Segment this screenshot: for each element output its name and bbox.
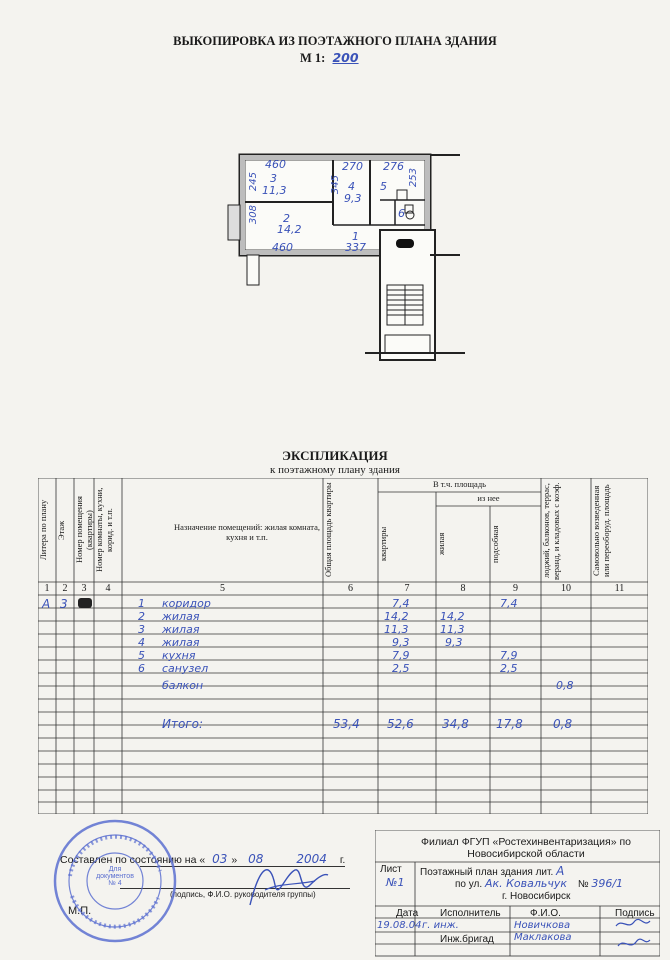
room-2-area: 14,2	[277, 223, 302, 236]
row-1-pods: 7,4	[500, 597, 518, 610]
city: г. Новосибирск	[502, 891, 571, 902]
row-1-name: коридор	[162, 597, 211, 610]
executor-name: Новичкова	[514, 920, 571, 931]
header-litera: Литера по плану	[38, 499, 48, 561]
room-3-depth: 245	[248, 172, 259, 192]
row-6-name: санузел	[162, 662, 209, 675]
explication-subtitle: к поэтажному плану здания	[269, 464, 400, 476]
row-2-name: жилая	[162, 610, 200, 623]
header-balconies: лоджий, балконов, террас, веранд, и кладовых с коэф.	[541, 482, 561, 580]
row-3-kv: 11,3	[384, 623, 409, 636]
room-2-width: 460	[272, 241, 293, 254]
room-3-area: 11,3	[262, 184, 287, 197]
redacted-apartment-number	[78, 598, 92, 608]
row-5-kv: 7,9	[392, 649, 410, 662]
row-6-no: 6	[138, 662, 145, 675]
room-6-number: 6	[398, 207, 405, 220]
sign-label: Подпись	[615, 908, 655, 919]
total-balc: 0,8	[553, 717, 573, 731]
header-living: жилая	[436, 532, 446, 556]
organization-name: Филиал ФГУП «Ростехинвентаризация» по Новосибирской области	[420, 836, 632, 860]
plan-label: Поэтажный план здания лит.	[420, 867, 554, 878]
stamp-place: М.П.	[68, 905, 92, 917]
supervisor-signature	[240, 855, 330, 915]
header-incl-area: В т.ч. площадь	[432, 479, 487, 489]
room-4-area: 9,3	[344, 192, 362, 205]
sheet-label: Лист	[380, 864, 402, 875]
col-number: 1	[44, 583, 50, 594]
row-2-kv: 14,2	[384, 610, 409, 623]
brigade-label: Инж.бригад	[440, 934, 494, 945]
room-4-number: 4	[348, 180, 355, 193]
row-5-name: кухня	[162, 649, 196, 662]
row-6-pods: 2,5	[500, 662, 518, 675]
street-name: Ак. Ковальчук	[484, 877, 568, 890]
scale-label: М 1:	[300, 51, 326, 65]
col-number: 2	[62, 583, 68, 594]
room-3-number: 3	[270, 172, 277, 185]
row-1-no: 1	[138, 597, 145, 610]
stamp-center-text: Для документов № 4	[96, 866, 134, 887]
row-3-name: жилая	[162, 623, 200, 636]
room-2-depth: 308	[248, 205, 259, 225]
total-label: Итого:	[162, 717, 203, 731]
col-number: 8	[460, 583, 466, 594]
composed-month: 08	[248, 852, 264, 866]
executor-label: Исполнитель	[440, 908, 501, 919]
col-number: 10	[561, 583, 571, 594]
row-2-no: 2	[138, 610, 145, 623]
header-apartment-area: квартиры	[378, 526, 388, 562]
row-3-zh: 11,3	[440, 623, 465, 636]
row-1-kv: 7,4	[392, 597, 410, 610]
row-7-name: балкон	[162, 679, 204, 692]
cell-litera: А	[42, 597, 51, 611]
date-label: Дата	[396, 908, 419, 919]
header-auxiliary: подсобная	[490, 525, 500, 563]
redacted-mark	[396, 239, 414, 248]
executor-date: 19.08.04	[377, 920, 422, 931]
page-title: ВЫКОПИРОВКА ИЗ ПОЭТАЖНОГО ПЛАНА ЗДАНИЯ	[173, 34, 497, 48]
scale-value: 200	[332, 50, 359, 65]
composed-year: 2004	[296, 852, 327, 866]
room-4-depth: 345	[330, 175, 341, 195]
room-5-number: 5	[380, 180, 387, 193]
room-5-depth: 253	[408, 168, 419, 188]
fio-label: Ф.И.О.	[530, 908, 561, 919]
row-7-balc: 0,8	[556, 679, 574, 692]
brigade-name: Маклакова	[514, 932, 572, 943]
building-number: 396/1	[591, 877, 624, 890]
col-number: 4	[105, 583, 111, 594]
composed-year-suffix: г.	[339, 854, 346, 866]
col-number: 7	[404, 583, 410, 594]
room-1-width: 337	[345, 241, 366, 254]
col-number: 3	[81, 583, 87, 594]
header-of-which: из нее	[477, 493, 500, 503]
composed-prefix: Составлен по состоянию на «	[60, 854, 206, 866]
col-number: 9	[513, 583, 518, 594]
row-4-no: 4	[138, 636, 145, 649]
plan-label-row	[420, 864, 564, 878]
total-pods: 17,8	[496, 717, 523, 731]
composed-date-row: Составлен по состоянию на « 03 » 08 2004 г.	[60, 852, 346, 866]
room-2-number: 2	[283, 212, 290, 225]
col-number: 5	[220, 583, 225, 594]
header-room-no: Номер комнаты, кухни, корид. и т.п.	[94, 487, 114, 573]
total-area: 53,4	[333, 717, 360, 731]
header-apartment-no: Номер помещения (квартиры)	[74, 496, 94, 564]
row-6-kv: 2,5	[392, 662, 410, 675]
executor-position: г. инж.	[422, 920, 459, 931]
room-1-number: 1	[352, 230, 359, 243]
header-total-area: Общая площадь квартиры	[323, 482, 333, 578]
composed-day: 03	[212, 852, 228, 866]
row-5-no: 5	[138, 649, 145, 662]
row-4-zh: 9,3	[445, 636, 463, 649]
sheet-number: №1	[386, 876, 405, 889]
number-label: №	[577, 879, 589, 890]
room-3-width: 460	[265, 158, 286, 171]
floor-plan	[225, 145, 465, 370]
row-4-kv: 9,3	[392, 636, 410, 649]
executor-signatures	[612, 916, 654, 956]
row-5-pods: 7,9	[500, 649, 518, 662]
header-floor: Этаж	[56, 520, 66, 540]
scale-row	[300, 50, 359, 66]
cell-floor: 3	[60, 597, 68, 611]
row-2-zh: 14,2	[440, 610, 465, 623]
street-prefix: по ул.	[455, 879, 483, 890]
header-unauthorized: Самовольно возведенная или переоборуд. площадь	[591, 484, 611, 578]
col-number: 6	[348, 583, 353, 594]
explication-title: ЭКСПЛИКАЦИЯ	[282, 448, 388, 463]
row-4-name: жилая	[162, 636, 200, 649]
room-5-width: 276	[383, 160, 404, 173]
header-purpose: Назначение помещений: жилая комната, кухня и т.п.	[174, 522, 320, 542]
total-zh: 34,8	[442, 717, 469, 731]
col-number: 11	[614, 583, 625, 594]
signature-caption: (подпись, Ф.И.О. руководителя группы)	[170, 890, 316, 899]
room-4-width: 270	[342, 160, 363, 173]
plan-litera: А	[556, 864, 565, 878]
street-row	[455, 877, 623, 890]
total-kv: 52,6	[387, 717, 414, 731]
row-3-no: 3	[138, 623, 145, 636]
